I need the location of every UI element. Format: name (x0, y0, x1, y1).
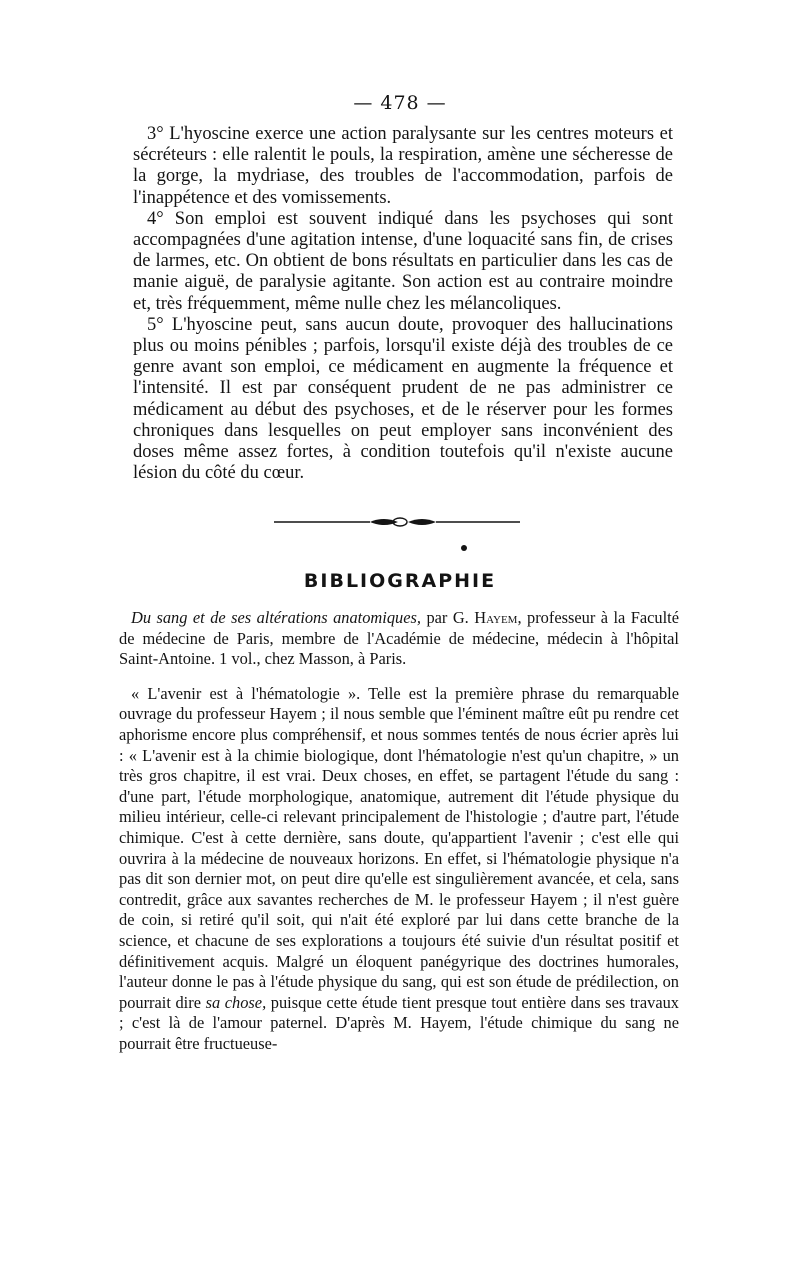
section-heading: BIBLIOGRAPHIE (303, 570, 497, 592)
reference-author-prefix: par G. (426, 608, 469, 627)
paragraph-3: 3° L'hyoscine exerce une action paralysante sur les centres moteurs et sécréteurs : elle ralentit le pouls, la respiration, amène une sécheresse de la gorge, la mydriase, des troubles de l'accommodation, parfois de l'inappétence et des vomissements. (133, 124, 673, 208)
paragraph-4: 4° Son emploi est souvent indiqué dans les psychoses qui sont accompagnées d'une agitation intense, d'une loquacité sans fin, de crises de larmes, etc. On obtient de bons résultats en particulier dans les cas de manie aiguë, de paralysie agitante. Son action est au contraire moindre et, très fréquemment, même nulle chez les mélancoliques. (133, 208, 673, 314)
conclusions-section (133, 124, 673, 484)
ornament-dot (461, 545, 467, 551)
bibliography-section (119, 608, 679, 1054)
reference-title: Du sang et de ses altérations anatomiques, (131, 608, 421, 627)
review-paragraph (119, 684, 679, 1055)
reference-details: professeur à la Faculté de médecine de Paris, membre de l'Académie de médecine, médecin à l'hôpital Saint-Antoine. 1 vol., chez Masson, à Paris. (119, 608, 679, 669)
ornamental-divider (272, 512, 522, 532)
review-italic: sa chose, (205, 992, 267, 1012)
review-text: « L'avenir est à l'hématologie ». Telle est la première phrase du remarquable ouvrage du professeur Hayem ; il nous semble que l'éminent maître eût pu rendre cet aphorisme encore plus compréhensif, et nous sommes tentés de nous écrier après lui : « L'avenir est à la chimie biologique, dont l'hématologie n'est qu'un chapitre, » un très gros chapitre, il est vrai. Deux choses, en effet, se partagent l'étude du sang : d'une part, l'étude morphologique, anatomique, autrement dit l'étude physique du milieu intérieur, celle-ci relevant principalement de l'histologie ; d'autre part, l'étude chimique. C'est à cette dernière, sans doute, qu'appartient l'avenir ; c'est elle qui ouvrira à la médecine de nouveaux horizons. En effet, si l'hématologie physique n'a pas dit son dernier mot, on peut dire qu'elle est singulièrement avancée, et cela, sans contredit, grâce aux savantes recherches de M. le professeur Hayem ; il n'est guère de coin, si retiré qu'il soit, qui n'ait été exploré par lui dans cette branche de la science, et chacune de ses explorations a toujours été suivie d'un résultat positif et définitivement acquis. Malgré un éloquent panégyrique des doctrines humorales, l'auteur donne le pas à l'étude physique du sang, qui est son étude de prédilection, on pourrait dire (119, 683, 679, 1012)
page-number: — 478 — (353, 92, 447, 114)
bibliography-reference (119, 608, 679, 670)
paragraph-5: 5° L'hyoscine peut, sans aucun doute, provoquer des hallucinations plus ou moins pénibles ; parfois, lorsqu'il existe déjà des troubles de ce genre avant son emploi, ce médicament en augmente la fréquence et l'intensité. Il est par conséquent prudent de ne pas administrer ce médicament au début des psychoses, et de le réserver pour les formes chroniques dans lesquelles on peut employer sans inconvénient des doses même assez fortes, à condition toutefois qu'il n'existe aucune lésion du côté du cœur. (133, 314, 673, 484)
review-text-end: puisque cette étude tient presque tout entière dans ses travaux ; c'est là de l'amour paternel. D'après M. Hayem, l'étude chimique du sang ne pourrait être fructueuse- (119, 992, 679, 1053)
reference-author: Hayem, (474, 608, 522, 627)
